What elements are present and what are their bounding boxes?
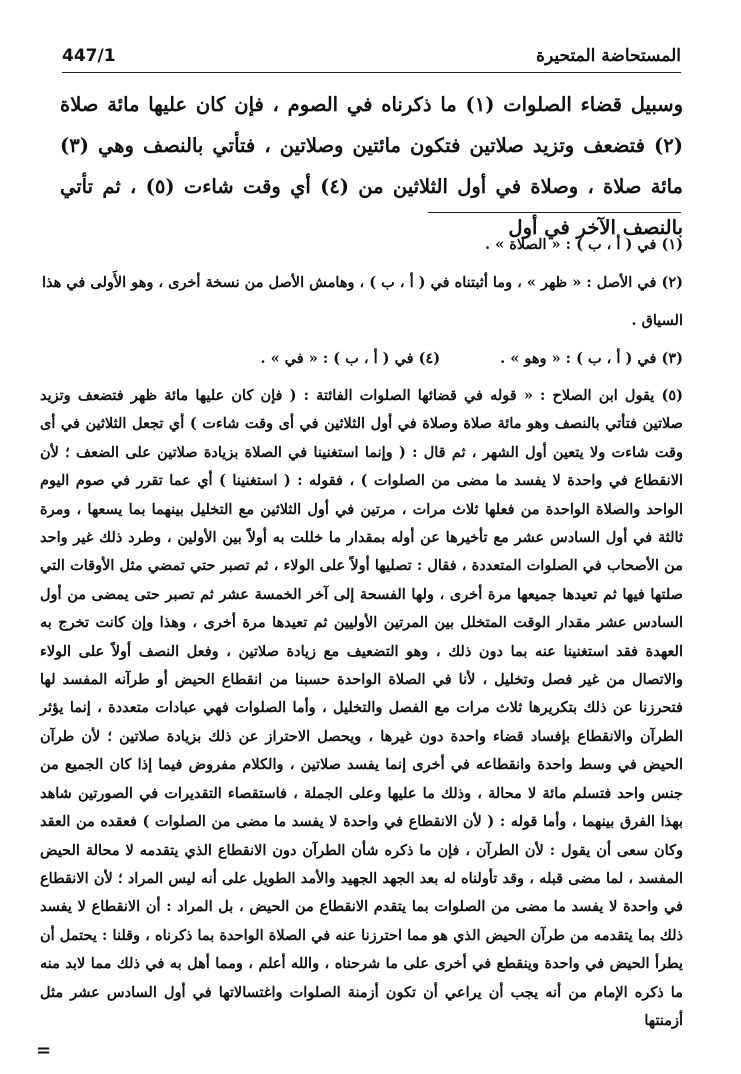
footnote-row-3-4: [40, 340, 683, 378]
footnote-5: (٥) يقول ابن الصلاح : « قوله في قضائها الصلوات الفائتة : ( فإن كان عليها مائة ظهر فتضعف وتزيد صلاتين فتأتي بالنصف وهو مائة صلاة وصلاة في أول الثلاثين في أى وقت شاءت ) أي تجعل الثلاثين في أى وقت شاءت ولا يتعين أول الشهر ، ثم قال : ( وإنما استغنينا في الصلاة بزيادة صلاتين على الضعف ؛ لأن الانقطاع في واحدة لا يفسد ما مضى من الصلوات ) ، فقوله : ( استغنينا ) أي عما تقرر في صوم اليوم الواحد والصلاة الواحدة من فعلها ثلاث مرات ، مرتين في أول الثلاثين مع التخليل بينهما بما يسعها ، ومرة ثالثة في أول السادس عشر مع تأخيرها عن أوله بمقدار ما خللت به أولاً بين الأولين ، وطرد ذلك غير واحد من الأصحاب في الصلوات المتعددة ، فقال : تصليها أولاً على الولاء ، ثم تصبر حتي تمضي مثل الأوقات التي صلتها فيها ثم تعيدها جميعها مرة أخرى ، ولها الفسحة إلى آخر الخمسة عشر ثم تصبر حتى يمضى من أول السادس عشر مقدار الوقت المتخلل بين المرتين الأوليين ثم تعيدها مرة أخرى ، وهذا وإن كانت تخرج به العهدة فقد استغنينا عنه بما دون ذلك ، وهو التضعيف مع زيادة صلاتين ، وفعل النصف أولاً على الولاء والاتصال من غير فصل وتخليل ، لأنا في الصلاة الواحدة حسبنا من انقطاع الحيض أو طرآنه المفسد لها فتحرزنا عن ذلك بتكريرها ثلاث مرات مع الفصل والتخليل ، وأما الصلوات فهي عبادات متعددة ، إنما يؤثر الطرآن والانقطاع بإفساد قضاء واحدة دون غيرها ، ويحصل الاحتراز عن ذلك بزيادة صلاتين ؛ لأن طرآن الحيض في وسط واحدة وانقطاعه في أخرى إنما يفسد صلاتين ، والكلام مفروض فيما إذا كان الجميع من جنس واحد فتسلم مائة لا محالة ، وذلك ما عليها وعلى الجملة ، فاستقصاء التقديرات في الصورتين شاهد بهذا الفرق بينهما ، وأما قوله : ( لأن الانقطاع في واحدة لا يفسد ما مضى من الصلوات ) فعقده من العقد وكان سعى أن يقول : لأن الطرآن ، فإن ما ذكره شأن الطرآن دون الانقطاع الذي يتقدمه لا محالة الحيض المفسد ، لما مضى قبله ، وقد تأولناه له بعد الجهد الجهيد والأمد الطويل على أنه ليس المراد ؛ لأن الانقطاع في واحدة لا يفسد ما مضى من الصلوات بما يتقدم الانقطاع من الحيض ، بل المراد : أن الانقطاع لا يفسد ذلك بما يتقدمه من طرآن الحيض الذي هو مما احترزنا عنه في الصلاة الواحدة بما ذكرناه ، وقلنا : يحتمل أن يطرأ الحيض في واحدة وينقطع في أخرى على ما شرحناه ، والله أعلم ، ومما أهل به في ذلك مما لابد منه ما ذكره الإمام من أنه يجب أن يراعي أن تكون أزمنة الصلوات واغتسالاتها في أول السادس عشر مثل أزمنتها: [40, 387, 683, 1029]
footnote-4: (٤) في ( أ ، ب ) : « في » .: [260, 350, 441, 367]
footnote-2: (٢) في الأصل : « ظهر » ، وما أثبتناه في ( أ ، ب ) ، وهامش الأصل من نسخة أخرى ، وهو الأَولى في هذا السياق .: [41, 274, 683, 329]
footnote-1: (١) في ( أ ، ب ) : « الصلاة » .: [485, 236, 683, 253]
main-text: [60, 84, 683, 248]
running-title: المستحاضة المتحيرة: [536, 46, 681, 66]
continuation-mark: =: [36, 1040, 52, 1061]
footnotes: [40, 226, 683, 1050]
footnote-separator: [428, 212, 681, 213]
main-paragraph: وسبيل قضاء الصلوات (١) ما ذكرناه في الصوم ، فإن كان عليها مائة صلاة (٢) فتضعف وتزيد صلاتين فتكون مائتين وصلاتين ، فتأتي بالنصف وهي (٣) مائة صلاة ، وصلاة في أول الثلاثين من (٤) أي وقت شاءت (٥) ، ثم تأتي بالنصف الآخر في أول: [60, 93, 684, 239]
footnote-gap: [440, 340, 500, 378]
footnote-3: (٣) في ( أ ، ب ) : « وهو » .: [500, 350, 683, 367]
page-header: [62, 42, 681, 73]
page-number: 447/1: [62, 46, 116, 66]
